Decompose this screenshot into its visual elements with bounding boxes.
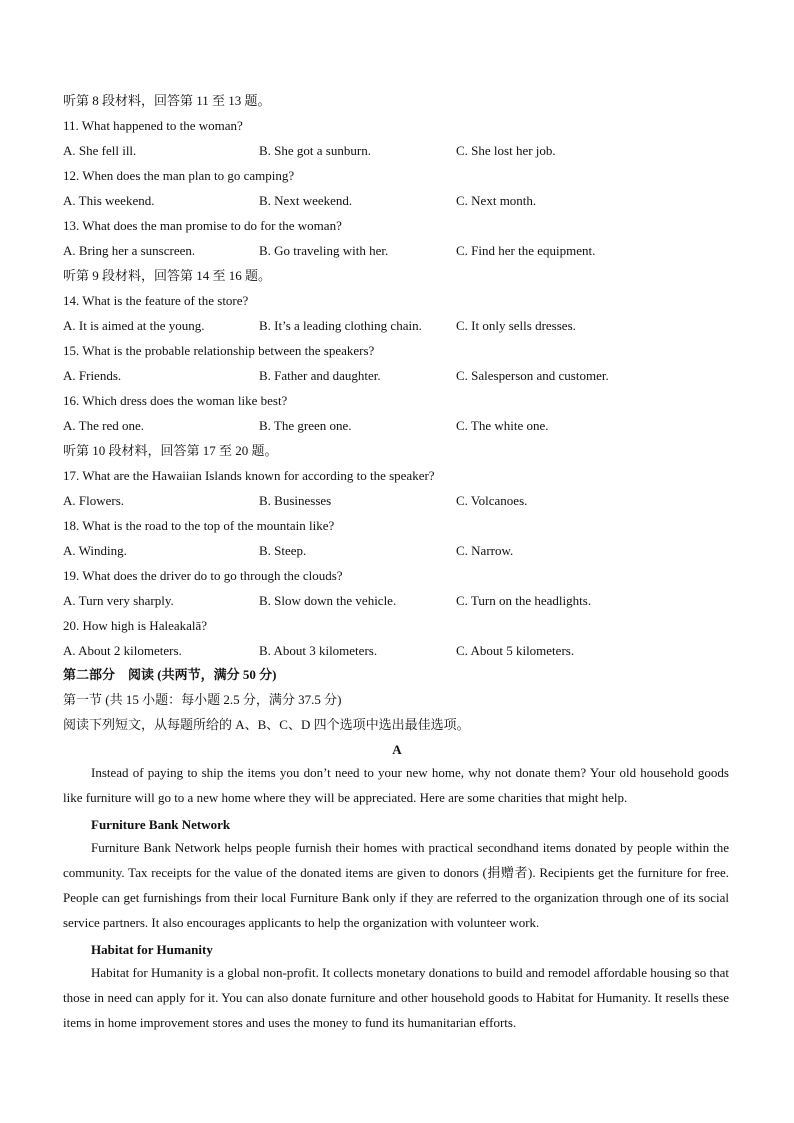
question-15-stem: 15. What is the probable relationship between the speakers? xyxy=(63,343,375,358)
passage-label: A xyxy=(392,742,402,757)
question-13-option-a: A. Bring her a sunscreen. xyxy=(63,243,196,258)
question-16-option-c: C. The white one. xyxy=(456,418,549,433)
question-19-option-a: A. Turn very sharply. xyxy=(63,593,174,608)
question-20-option-b: B. About 3 kilometers. xyxy=(259,643,378,658)
question-18-stem: 18. What is the road to the top of the mountain like? xyxy=(63,518,335,533)
question-12-stem: 12. When does the man plan to go camping? xyxy=(63,168,295,183)
question-16-option-b: B. The green one. xyxy=(259,418,352,433)
question-20-option-a: A. About 2 kilometers. xyxy=(63,643,182,658)
org-2-title: Habitat for Humanity xyxy=(91,942,213,957)
question-19-option-c: C. Turn on the headlights. xyxy=(456,593,592,608)
question-12-option-a: A. This weekend. xyxy=(63,193,155,208)
question-16-stem: 16. Which dress does the woman like best? xyxy=(63,393,288,408)
question-15-option-a: A. Friends. xyxy=(63,368,122,383)
question-19-stem: 19. What does the driver do to go through the clouds? xyxy=(63,568,343,583)
question-11-option-a: A. She fell ill. xyxy=(63,143,137,158)
question-11-option-c: C. She lost her job. xyxy=(456,143,556,158)
question-15-option-b: B. Father and daughter. xyxy=(259,368,381,383)
question-11-option-b: B. She got a sunburn. xyxy=(259,143,371,158)
question-17-stem: 17. What are the Hawaiian Islands known for according to the speaker? xyxy=(63,468,435,483)
question-11-stem: 11. What happened to the woman? xyxy=(63,118,243,133)
question-17-option-c: C. Volcanoes. xyxy=(456,493,528,508)
question-13-option-b: B. Go traveling with her. xyxy=(259,243,389,258)
question-12-option-b: B. Next weekend. xyxy=(259,193,353,208)
question-14-option-a: A. It is aimed at the young. xyxy=(63,318,205,333)
question-14-option-b: B. It’s a leading clothing chain. xyxy=(259,318,422,333)
question-15-option-c: C. Salesperson and customer. xyxy=(456,368,609,383)
question-20-option-c: C. About 5 kilometers. xyxy=(456,643,575,658)
question-20-stem: 20. How high is Haleakalā? xyxy=(63,618,208,633)
question-14-stem: 14. What is the feature of the store? xyxy=(63,293,249,308)
passage-intro: Instead of paying to ship the items you don’t need to your new home, why not donate them? Your old household goods like furniture will go to a new home where they will be appreciated. Here are some charities that might help. xyxy=(63,765,729,805)
question-12-option-c: C. Next month. xyxy=(456,193,537,208)
org-2-text: Habitat for Humanity is a global non-profit. It collects monetary donations to build and remodel affordable housing so that those in need can apply for it. You can also donate furniture and other household goods to Habitat for Humanity. It resells these items in home improvement stores and uses the money to fund its humanitarian efforts. xyxy=(63,965,729,1030)
part-2-title: 第二部分 阅读 (共两节，满分 50 分) xyxy=(63,667,277,682)
part-2-section-1: 第一节 (共 15 小题：每小题 2.5 分，满分 37.5 分) xyxy=(63,692,342,707)
question-14-option-c: C. It only sells dresses. xyxy=(456,318,576,333)
section-10-instruction: 听第 10 段材料，回答第 17 至 20 题。 xyxy=(63,443,278,458)
question-13-option-c: C. Find her the equipment. xyxy=(456,243,596,258)
question-17-option-a: A. Flowers. xyxy=(63,493,125,508)
org-1-text: Furniture Bank Network helps people furnish their homes with practical secondhand items donated by people within the community. Tax receipts for the value of the donated items are given to donors (捐赠者). Recipients get the furniture for free. People can get furnishings from their local Furniture Bank only if they are referred to the organization through one of its social service partners. It also encourages applicants to help the organization with volunteer work. xyxy=(63,840,729,930)
question-16-option-a: A. The red one. xyxy=(63,418,144,433)
org-1-title: Furniture Bank Network xyxy=(91,817,231,832)
section-8-instruction: 听第 8 段材料，回答第 11 至 13 题。 xyxy=(63,93,271,108)
question-19-option-b: B. Slow down the vehicle. xyxy=(259,593,397,608)
part-2-instruction: 阅读下列短文，从每题所给的 A、B、C、D 四个选项中选出最佳选项。 xyxy=(63,717,470,732)
question-18-option-a: A. Winding. xyxy=(63,543,127,558)
section-9-instruction: 听第 9 段材料，回答第 14 至 16 题。 xyxy=(63,268,272,283)
question-18-option-c: C. Narrow. xyxy=(456,543,514,558)
question-13-stem: 13. What does the man promise to do for the woman? xyxy=(63,218,342,233)
question-18-option-b: B. Steep. xyxy=(259,543,307,558)
question-17-option-b: B. Businesses xyxy=(259,493,332,508)
